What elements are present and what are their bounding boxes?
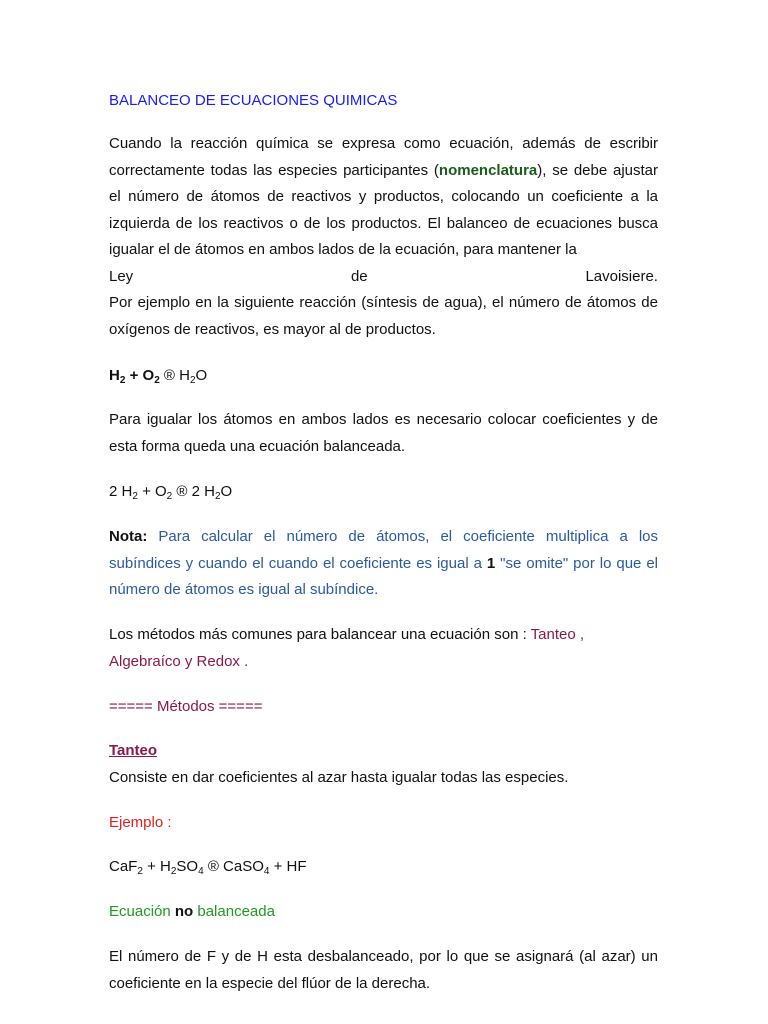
metodos-rest: Algebraíco y Redox . (109, 652, 249, 670)
eq1-product-o: O (195, 367, 208, 384)
eq3-hf: + HF (269, 858, 307, 875)
eq2-term-1: 2 H (109, 483, 133, 500)
lavoisiere-word: Lavoisiere. (585, 267, 658, 285)
tanteo-heading: Tanteo (109, 742, 158, 759)
eq3-h-sub: 2 (170, 866, 177, 877)
eq2-o: O (220, 483, 233, 500)
equation-caf2 (109, 854, 658, 881)
eq1-h-sub: 2 (119, 375, 126, 386)
eq2-sub-1: 2 (132, 491, 138, 502)
eq1-product-h: H (179, 367, 190, 384)
para-igualar-paragraph: Para igualar los átomos en ambos lados es necesario colocar coeficientes y de esta forma queda una ecuación balanceada. (109, 411, 658, 455)
ecuacion-no-balanceada (109, 899, 658, 926)
ley-word: Ley (109, 267, 134, 285)
nota-text-2: "se omite" por lo que el número de átomos es igual al subíndice. (109, 554, 658, 598)
eq3-h: + H (142, 858, 171, 875)
eq3-so: SO (176, 858, 199, 875)
eq1-arrow: ® (159, 367, 180, 384)
eq1-o: O (142, 367, 155, 384)
eq3-caso-sub: 4 (263, 866, 270, 877)
nota-one: 1 (486, 554, 496, 572)
page-title: BALANCEO DE ECUACIONES QUIMICAS (109, 92, 398, 109)
eq2-term-2: + O (137, 483, 167, 500)
final-paragraph: El número de F y de H esta desbalanceado, por lo que se asignará (al azar) un coeficiente en la especie del flúor de la derecha. (109, 948, 658, 992)
nota-text-1: Para calcular el número de átomos, el coeficiente multiplica a los subíndices y cuando el cuando el coeficiente es igual a (109, 528, 658, 572)
tanteo-description: Consiste en dar coeficientes al azar hasta igualar todas las especies. (109, 768, 569, 786)
eq1-o-sub: 2 (154, 375, 160, 386)
de-word: de (350, 267, 368, 285)
eq3-so-sub: 4 (198, 866, 204, 877)
intro-text-2: ), se debe ajustar el número de átomos de reactivos y productos, colocando un coeficiente a la izquierda de los reactivos o de los productos. El balanceo de ecuaciones busca igualar el de átomos en ambos lados de la ecuación, para mantener la (109, 161, 659, 258)
metodos-intro-paragraph (109, 622, 658, 675)
eq1-plus: + (125, 367, 143, 384)
eq1-product-sub: 2 (189, 375, 196, 386)
metodos-intro-text: Los métodos más comunes para balancear una ecuación son : (109, 626, 531, 643)
status-no: no (174, 903, 194, 920)
eq2-sub-2: 2 (166, 491, 173, 502)
eq1-h: H (109, 367, 120, 384)
eq2-sub-3: 2 (214, 491, 221, 502)
intro-text-3: Por ejemplo en la siguiente reacción (síntesis de agua), el número de átomos de oxígenos de reactivos, es mayor al de productos. (109, 294, 658, 338)
metodos-tanteo: Tanteo , (530, 626, 585, 643)
intro-paragraph (109, 131, 658, 343)
tanteo-section (109, 738, 658, 791)
ejemplo-label: Ejemplo : (109, 814, 172, 831)
equation-balanced-water (109, 479, 658, 506)
equation-water-synthesis (109, 363, 658, 390)
eq3-caf: CaF (109, 858, 138, 875)
metodos-header: ===== Métodos ===== (109, 698, 263, 715)
eq2-arrow-term: ® 2 H (172, 483, 215, 500)
eq3-caf-sub: 2 (137, 866, 143, 877)
status-post: balanceada (193, 903, 275, 920)
status-pre: Ecuación (109, 903, 175, 920)
nota-paragraph (109, 524, 658, 604)
ley-de-lavoisier-line (109, 264, 658, 291)
intro-text-1: Cuando la reacción química se expresa como ecuación, además de escribir correctamente todas las especies participantes ( (109, 135, 658, 179)
eq3-caso: ® CaSO (203, 858, 264, 875)
nomenclatura-term: nomenclatura (438, 161, 538, 179)
nota-label: Nota: (109, 528, 148, 545)
